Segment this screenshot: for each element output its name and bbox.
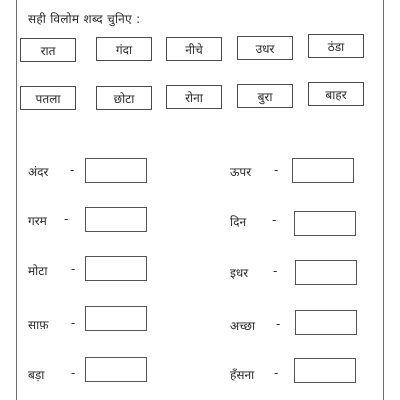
answer-box[interactable] <box>294 211 356 236</box>
dash-separator: - <box>276 317 281 331</box>
dash-separator: - <box>274 366 279 380</box>
question-word: इधर <box>230 266 249 280</box>
question-word: मोटा <box>28 264 48 278</box>
dash-separator: - <box>64 212 69 226</box>
option-word: गंदा <box>96 37 152 61</box>
instruction-heading: सही विलोम शब्द चुनिए : <box>28 12 141 26</box>
question-word: अंदर <box>28 165 49 179</box>
dash-separator: - <box>274 163 279 177</box>
option-word: उधर <box>237 36 293 60</box>
answer-box[interactable] <box>294 358 356 383</box>
answer-box[interactable] <box>292 158 354 183</box>
option-word: रोना <box>166 85 222 109</box>
answer-box[interactable] <box>295 260 357 285</box>
answer-box[interactable] <box>85 306 147 331</box>
answer-box[interactable] <box>85 158 147 183</box>
question-word: हँसना <box>230 368 255 382</box>
question-word: दिन <box>230 215 247 229</box>
option-word: छोटा <box>96 86 152 110</box>
question-word: गरम <box>28 214 47 228</box>
question-word: अच्छा <box>230 319 256 333</box>
option-word: पतला <box>20 86 76 110</box>
question-word: साफ़ <box>28 318 49 332</box>
dash-separator: - <box>272 213 277 227</box>
answer-box[interactable] <box>85 207 147 232</box>
option-word: नीचे <box>166 37 222 61</box>
answer-box[interactable] <box>85 256 147 281</box>
dash-separator: - <box>70 163 75 177</box>
option-word: बुरा <box>237 84 293 108</box>
question-word: ऊपर <box>230 165 252 179</box>
answer-box[interactable] <box>85 357 147 382</box>
option-word: ठंडा <box>308 34 364 58</box>
dash-separator: - <box>273 264 278 278</box>
question-word: बड़ा <box>28 368 45 382</box>
option-word: रात <box>20 38 76 62</box>
dash-separator: - <box>71 316 76 330</box>
answer-box[interactable] <box>295 310 357 335</box>
option-word: बाहर <box>308 82 364 106</box>
dash-separator: - <box>71 262 76 276</box>
dash-separator: - <box>71 366 76 380</box>
